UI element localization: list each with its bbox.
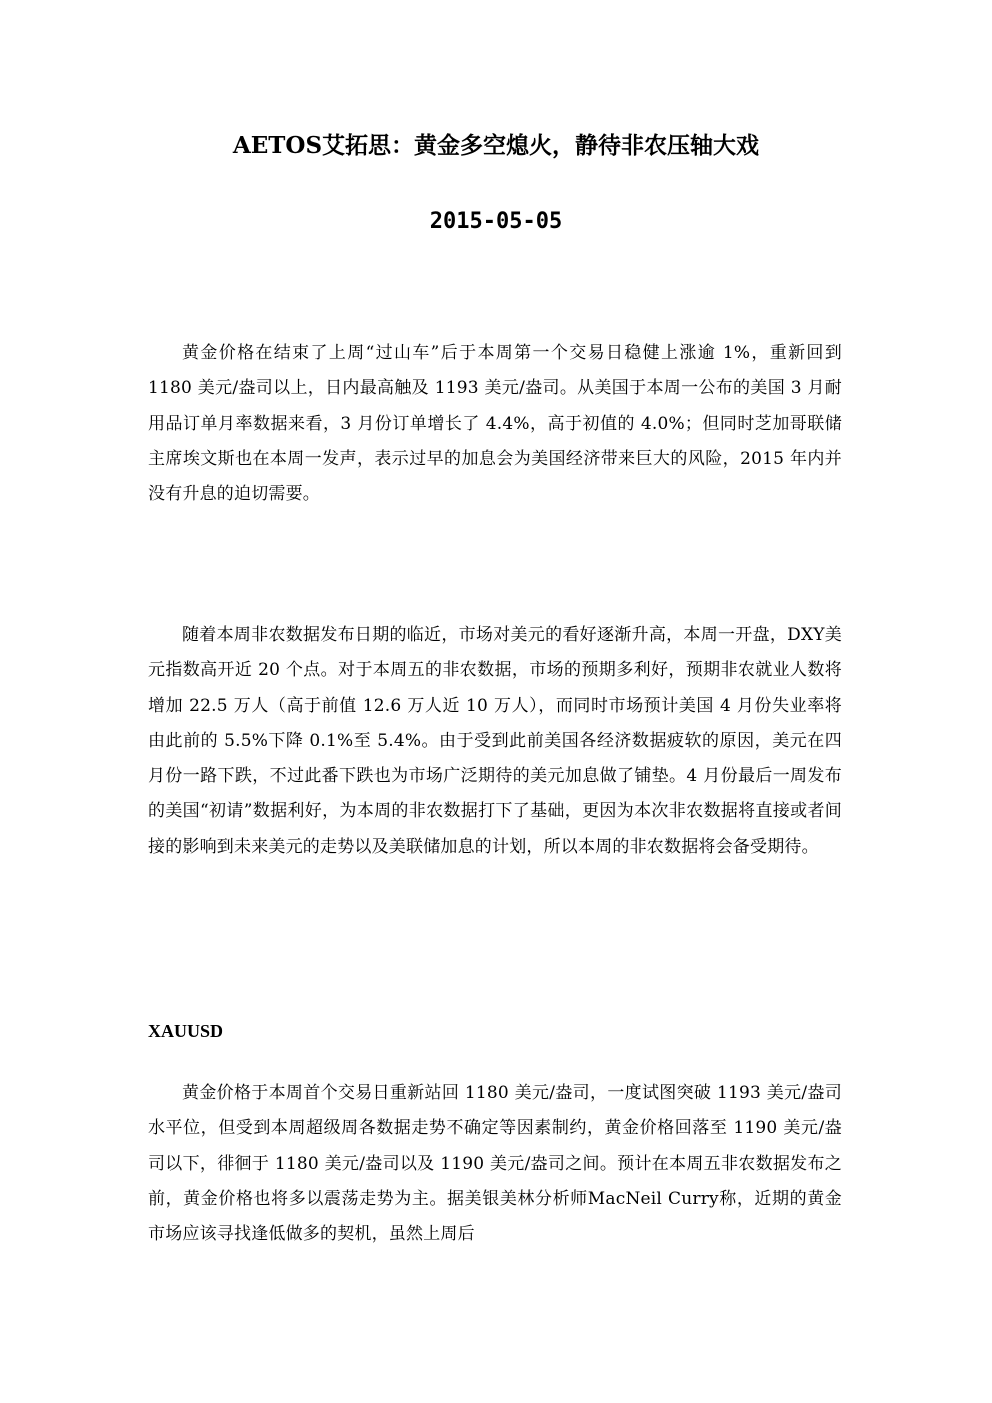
section-heading-xauusd: XAUUSD	[148, 1021, 224, 1041]
paragraph-intro: 黄金价格在结束了上周“过山车”后于本周第一个交易日稳健上涨逾 1%，重新回到 1180 美元/盎司以上，日内最高触及 1193 美元/盎司。从美国于本周一公布的美国 3 月耐用品订单月率数据来看，3 月份订单增长了 4.4%，高于初值的 4.0%；但同时芝加哥联储主席埃文斯也在本周一发声，表示过早的加息会为美国经济带来巨大的风险，2015 年内并没有升息的迫切需要。	[148, 343, 842, 505]
paragraph-nonfarm: 随着本周非农数据发布日期的临近，市场对美元的看好逐渐升高，本周一开盘，DXY美元指数高开近 20 个点。对于本周五的非农数据，市场的预期多利好，预期非农就业人数将增加 22.5 万人（高于前值 12.6 万人近 10 万人），而同时市场预计美国 4 月份失业率将由此前的 5.5%下降 0.1%至 5.4%。由于受到此前美国各经济数据疲软的原因，美元在四月份一路下跌，不过此番下跌也为市场广泛期待的美元加息做了铺垫。4 月份最后一周发布的美国“初请”数据利好，为本周的非农数据打下了基础，更因为本次非农数据将直接或者间接的影响到未来美元的走势以及美联储加息的计划，所以本周的非农数据将会备受期待。	[148, 625, 842, 857]
publish-date: 2015-05-05	[429, 209, 563, 234]
page-title: AETOS艾拓思：黄金多空熄火，静待非农压轴大戏	[232, 132, 760, 159]
paragraph-xauusd: 黄金价格于本周首个交易日重新站回 1180 美元/盎司，一度试图突破 1193 美元/盎司水平位，但受到本周超级周各数据走势不确定等因素制约，黄金价格回落至 1190 美元/盎司以下，徘徊于 1180 美元/盎司以及 1190 美元/盎司之间。预计在本周五非农数据发布之前，黄金价格也将多以震荡走势为主。据美银美林分析师MacNeil Curry称，近期的黄金市场应该寻找逢低做多的契机，虽然上周后	[148, 1083, 842, 1245]
